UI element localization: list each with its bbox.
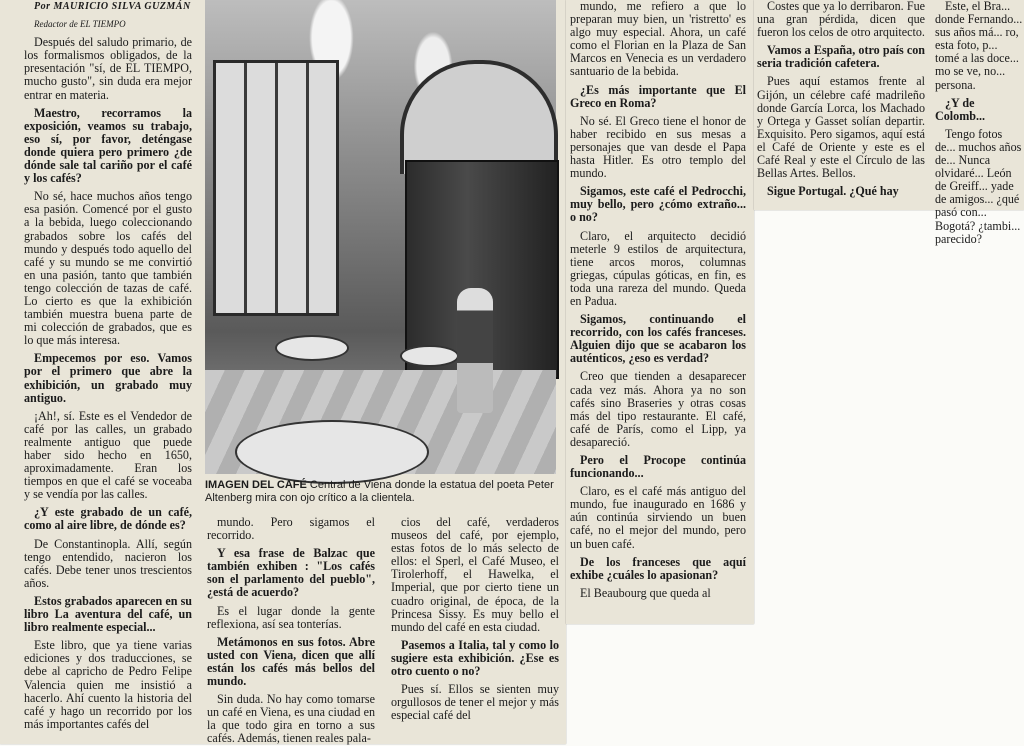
interview-answer: De Constantinopla. Allí, según tengo entendido, nacieron los cafés. Debe tener unos trescientos años. <box>24 536 192 590</box>
photo-window <box>213 60 339 316</box>
interview-question: Maestro, recorramos la exposición, veamos su trabajo, eso sí, por favor, deténgase donde quiera pero primero ¿de dónde sale tal cariño por el café y los cafés? <box>24 105 192 186</box>
interview-question: Vamos a España, otro país con seria tradición cafetera. <box>757 43 925 71</box>
interview-question: Sigamos, continuando el recorrido, con los cafés franceses. Alguien dijo que se acabaron los auténticos, ¿eso es verdad? <box>570 312 746 366</box>
caption-text: Central de Viena donde la estatua del poeta Peter Altenberg mira con ojo crítico a la clientela. <box>205 479 554 504</box>
interview-question: Y esa frase de Balzac que también exhiben : "Los cafés son el parlamento del pueblo", ¿está de acuerdo? <box>207 546 375 600</box>
interview-answer: Tengo fotos de... muchos años de... Nunca olvidaré... León de Greiff... yade de amigos... ¿qué pasó con... Bogotá? ¿tambi... parecido? <box>935 126 1022 246</box>
interview-question: ¿Es más importante que El Greco en Roma? <box>570 82 746 110</box>
interview-answer: Sin duda. No hay como tomarse un café en Viena, es una ciudad en la que todo gira en torno a sus cafés. Además, tienen reales pala- <box>207 692 375 746</box>
interview-answer: mundo. Pero sigamos el recorrido. <box>207 515 375 543</box>
interview-question: Pasemos a Italia, tal y como lo sugiere esta exhibición. ¿Ese es otro cuento o no? <box>391 637 559 679</box>
interview-answer: Este libro, que ya tiene varias ediciones y dos traducciones, se debe al capricho de Pedro Felipe Valencia quien me insistió a hacerlo. Ahí cuento la historia del café y hago un recorrido por los más importantes cafés del <box>24 638 192 731</box>
interview-answer: Creo que tienden a desaparecer cada vez más. Ahora ya no son cafés sino Braseries y otras cosas más del tipo restaurante. El café, café de París, como el Lipp, ya desapareció. <box>570 369 746 449</box>
photo-table <box>235 420 429 484</box>
interview-question: Pero el Procope continúa funcionando... <box>570 453 746 481</box>
interview-question: Sigamos, este café el Pedrocchi, muy bello, pero ¿cómo extraño... o no? <box>570 184 746 225</box>
cafe-photo <box>205 0 556 474</box>
photo-table <box>400 345 459 367</box>
interview-question: ¿Y de Colomb... <box>935 95 986 123</box>
photo-table <box>275 335 349 361</box>
interview-answer: No sé. El Greco tiene el honor de haber recibido en sus mesas a personajes que van desde el Papa hasta Hitler. Es otro templo del mundo. <box>570 113 746 181</box>
column-1-paragraphs <box>24 36 192 731</box>
photo-statue <box>457 288 493 413</box>
interview-answer: Pues aquí estamos frente al Gijón, un célebre café madrileño donde García Lorca, los Machado y Ortega y Gasset solían departir. Exquisito. Pero sigamos, aquí está el Café de Oriente y este es el Café Real y este el Círculo de las Bellas Artes. Bellos. <box>757 74 925 181</box>
byline-role: Redactor de EL TIEMPO <box>34 19 126 30</box>
interview-answer: El Beaubourg que queda al <box>580 585 711 600</box>
byline: Por MAURICIO SILVA GUZMÁN <box>34 1 191 12</box>
article-column-5 <box>757 0 925 205</box>
article-column-6 <box>935 0 1024 246</box>
interview-answer: No sé, hace muchos años tengo esa pasión. Comencé por el gusto a la bebida, luego coleccionando grabados sobre los cafés del mundo y después todo aquello del café y su mundo se me convirtió en una pasión, tanto que también tengo colección de tazas de café. Lo cierto es que la exhibición también muestra buena parte de mi colección de grabados, que es lo que más interesa. <box>24 189 192 348</box>
article-column-1 <box>24 0 192 744</box>
interview-question: Metámonos en sus fotos. Abre usted con Viena, dicen que allí están los cafés más bellos del mundo. <box>207 634 375 689</box>
interview-question: ¿Y este grabado de un café, como al aire libre, de dónde es? <box>24 505 192 533</box>
article-column-2 <box>207 516 375 744</box>
photo-arch <box>400 60 558 174</box>
interview-answer: cios del café, verdaderos museos del café, por ejemplo, estas fotos de lo más selecto de ellos: el Sperl, el Café Museo, el Tirolerhoff, el Hawelka, el Imperial, que por cierto tiene un cuadro original, de época, de la Princesa Sissy. Es muy bello el mundo del café en esta ciudad. <box>391 515 559 634</box>
interview-answer: Es el lugar donde la gente reflexiona, así sea tonterías. <box>207 603 375 631</box>
interview-question: De los franceses que aquí exhibe ¿cuáles lo apasionan? <box>570 554 746 582</box>
interview-answer: mundo, me refiero a que lo preparan muy bien, un 'ristretto' es algo muy especial. Ahora, un café como el Florian en la Plaza de San Marcos en Venecia es un verdadero santuario de la bebida. <box>570 0 746 79</box>
interview-answer: ¡Ah!, sí. Este es el Vendedor de café por las calles, un grabado realmente antiguo que puede haber sido hecho en 1650, aproximadamente. Eran los tiempos en que el café se voceaba y se vendía por las calles. <box>24 408 192 502</box>
interview-answer: Pues sí. Ellos se sienten muy orgullosos de tener el mejor y más especial café del <box>391 682 559 723</box>
interview-question: Sigue Portugal. ¿Qué hay <box>767 184 899 199</box>
article-column-3 <box>391 516 559 744</box>
interview-answer: Claro, el arquitecto decidió meterle 9 estilos de arquitectura, tiene arcos moros, columnas griegas, cúpulas góticas, en fin, es toda una rareza del mundo. Queda en Padua. <box>570 228 746 308</box>
caption-label: IMAGEN DEL CAFÉ <box>205 479 307 491</box>
interview-answer: Después del saludo primario, de los formalismos obligados, de la presentación "sí, de EL TIEMPO, mucho gusto", sin duda era mejor entrar en materia. <box>24 35 192 102</box>
interview-answer: Este, el Bra... donde Fernando... sus años má... ro, esta foto, p... tomé a las doce... mo se ve, no... persona. <box>935 0 1023 92</box>
interview-question: Estos grabados aparecen en su libro La aventura del café, un libro realmente especial... <box>24 593 192 635</box>
interview-answer: Claro, es el café más antiguo del mundo, fue inaugurado en 1686 y aún continúa sirviendo un buen café, no el mejor del mundo, pero un buen café. <box>570 484 746 551</box>
article-column-4 <box>570 0 746 618</box>
interview-answer: Costes que ya lo derribaron. Fue una gran pérdida, dicen que fueron los celos de otro arquitecto. <box>757 0 925 40</box>
photo-caption <box>205 479 557 505</box>
interview-question: Empecemos por eso. Vamos por el primero que abre la exhibición, un grabado muy antiguo. <box>24 351 192 405</box>
